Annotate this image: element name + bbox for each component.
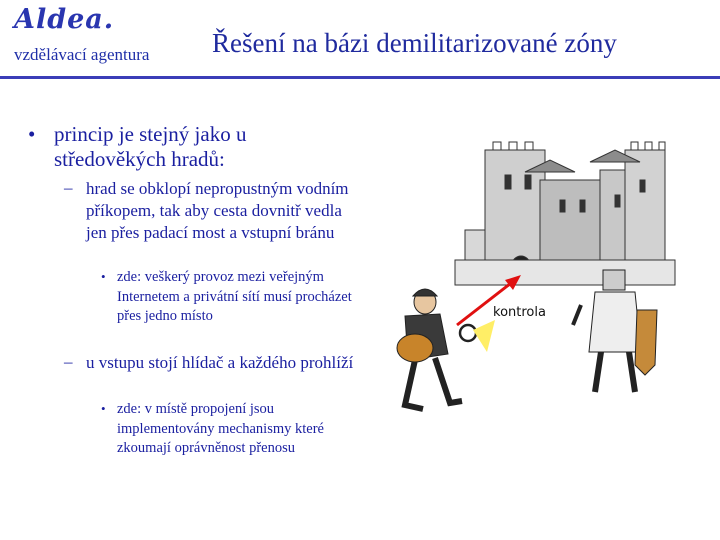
sub-bullet-text: hrad se obklopí nepropustným vodním příkopem, tak aby cesta dovnitř vedla jen přes padací most a vstupní bránu xyxy=(86,179,349,242)
dot-icon: • xyxy=(101,401,106,416)
logo: Aldea. xyxy=(14,4,115,35)
bullet-icon: • xyxy=(28,122,36,146)
knight-figure-icon xyxy=(573,270,657,392)
detail-bullet-text: zde: v místě propojení jsou implementovány mechanismy které zkoumají oprávněnost přenosu xyxy=(117,401,324,456)
detail-bullet-text: zde: veškerý provoz mezi veřejným Internetem a privátní sítí musí procházet přes jedno místo xyxy=(117,269,352,324)
castle-guard-illustration xyxy=(375,120,715,450)
header-divider xyxy=(0,76,720,79)
slide-title: Řešení na bázi demilitarizované zóny xyxy=(212,28,617,58)
sub-bullet-text: u vstupu stojí hlídač a každého prohlíží xyxy=(86,353,354,372)
logo-subtitle: vzdělávací agentura xyxy=(14,45,150,64)
dash-icon: – xyxy=(64,352,73,371)
dash-icon: – xyxy=(64,178,73,197)
kontrola-label: kontrola xyxy=(493,305,546,320)
bullet-text: princip je stejný jako u středověkých hradů: xyxy=(54,122,247,171)
dot-icon: • xyxy=(101,269,106,284)
castle-icon xyxy=(455,142,675,285)
